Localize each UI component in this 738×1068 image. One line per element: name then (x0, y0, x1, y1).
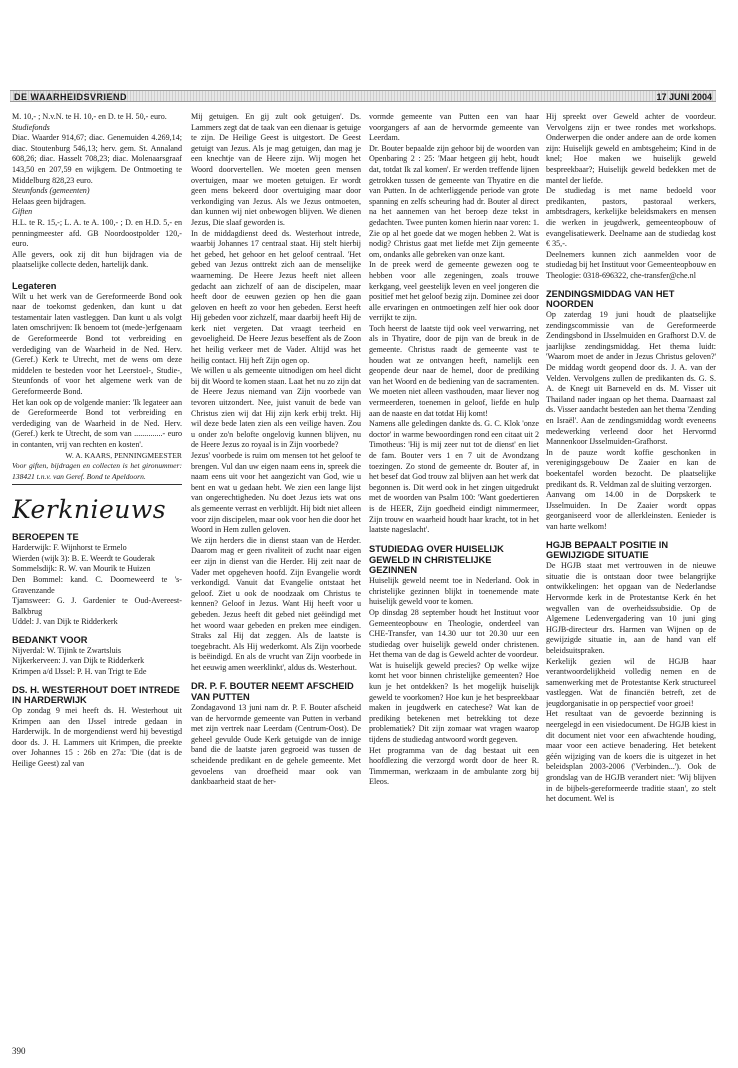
list-item: Wierden (wijk 3): B. E. Weerdt te Gouderak (12, 553, 155, 563)
section-heading-studiedag: STUDIEDAG OVER HUISELIJK GEWELD IN CHRISTELIJKE GEZINNEN (369, 543, 504, 576)
paragraph: Op zondag 9 mei heeft ds. H. Westerhout uit Krimpen aan den IJssel intrede gedaan in Harderwijk. In de morgendienst werd hij bevestigd door ds. J. H. Lammers uit Krimpen, die preekte over Johannes 15 : 26b en 27a: 'Die (dat is de Heilige Geest) zal van (12, 706, 182, 769)
issue-date: 17 JUNI 2004 (656, 92, 712, 102)
list-item: Harderwijk: F. Wijnhorst te Ermelo (12, 543, 127, 553)
paragraph: Op zaterdag 19 juni houdt de plaatselijke zendingscommissie van de Gereformeerde Zendingsbond in IJsselmuiden en Grafhorst D.V. de jaarlijkse zendingsmiddag. Het thema luidt: 'Waarom moet de ander in Jezus Christus geloven?' De middag wordt geopend door ds. J. A. van der Velden. Vervolgens zullen de predikanten ds. G. S. A. de Knegt uit Barneveld en ds. M. Visser uit Thailand nader ingaan op het thema. Daarnaast zal ds. Visser aandacht besteden aan het thema 'Zending en Israël'. Aan de zendingsmiddag wordt eveneens medewerking verleend door het Hervormd Mannenkoor IJsselmuiden-Grafhorst. (546, 310, 716, 447)
paragraph: Wat is huiselijk geweld precies? Op welke wijze komt het voor binnen christelijke gemeenten? Hoe kun je het ontdekken? Is het mogelijk huiselijk geweld te voorkomen? Hoe kun je het bespreekbaar maken in jeugdwerk en catechese? Wat kan de prediking betekenen met betrekking tot deze problematiek? Dit zijn zomaar wat vragen waarop tijdens de studiedag antwoord wordt gegeven. (369, 660, 539, 745)
section-heading-zendingsmiddag: ZENDINGSMIDDAG VAN HET NOORDEN (546, 288, 675, 310)
paragraph: In de preek werd de gemeente gewezen oog te hebben voor alle zegeningen, zoals trouwe kerkgang, veel geestelijk leven en veel jongeren die positief met het geloof bezig zijn. Dominee zei door alle ervaringen en ontmoetingen zelf hier ook door verrijkt te zijn. (369, 260, 539, 323)
paragraph: vormde gemeente van Putten een van haar voorgangers af aan de hervormde gemeente van Leerdam. (369, 112, 539, 143)
paragraph: Wilt u het werk van de Gereformeerde Bond ook naar de toekomst gedenken, dan kunt u dat testamentair laten vastleggen. Dan kunt u als volgt laten omschrijven: Ik benoem tot (mede-)erfgenaam de Gereformeerde Bond tot verbreiding en verdediging van de Waarheid in de Ned. Herv. (Geref.) Kerk te Utrecht, met de wens om deze middelen te besteden voor het Leerstoel-, Studie-, Steunfonds of voor het algemene werk van de Gereformeerde Bond. (12, 291, 182, 397)
column-3 (369, 112, 539, 1042)
list-item: Krimpen a/d IJssel: P. H. van Trigt te Ede (12, 666, 147, 676)
paragraph: Deelnemers kunnen zich aanmelden voor de studiedag bij het Instituut voor Gemeenteopbouw en Theologie: 0318-696322, che-transfer@che.nl (546, 249, 716, 280)
paragraph: Jezus' voorbede is ruim om mensen tot het geloof te brengen. Vul dan uw eigen naam eens in, spreek die naam eens uit voor het aangezicht van God, wie u bent en wat u gedaan hebt. We zien een lange lijst van ongerechtigheden. Nu doet Jezus iets wat ons als gemeente verrast en verblijdt. Hij bidt niet alleen voor zijn discipelen, maar ook voor hen die door het Woord in Hem zullen geloven. (191, 451, 361, 535)
paragraph: Diac. Waarder 914,67; diac. Genemuiden 4.269,14; diac. Stoutenburg 546,13; herv. gem. St. Annaland 608,26; diac. Hasselt 708,23; diac. Molenaarsgraaf 143,50 en 207,59 en wijkgem. De Ontmoeting te Middelburg 828,23 euro. (12, 133, 182, 185)
list-item: Uddel: J. van Dijk te Ridderkerk (12, 617, 118, 627)
paragraph: Namens alle geledingen dankte ds. G. C. Klok 'onze doctor' in warme bewoordingen rond een citaat uit 2 Timotheus: 'Hij is mij zeer nut tot de dienst' en liet de fam. Bouter vers 1 en 7 uit de Avondzang toezingen. Zo stond de gemeente dr. Bouter af, in het besef dat God trouw zal blijven aan het werk dat begonnen is. Dit werd ook in het zingen uitgedrukt met de woorden van Psalm 100: 'Want goedertieren is de HEER, Zijn goedheid eindigt nimmermeer, Zijn trouw en waarheid houdt haar kracht, tot in het laatste nageslacht'. (369, 419, 539, 535)
list-item: Den Bommel: kand. C. Doorneweerd te 's-Gravenzande (12, 574, 182, 595)
page-number: 390 (12, 1046, 26, 1056)
section-heading-bouter: DR. P. F. BOUTER NEEMT AFSCHEID VAN PUTTEN (191, 681, 354, 703)
list-item: Nijverdal: W. Tijink te Zwartsluis (12, 645, 122, 655)
paragraph: Het resultaat van de gevoerde bezinning is neergelegd in een visiedocument. De HGJB kiest in dit document niet voor een afwachtende houding, maar voor een actieve benadering. Het betekent géén wijziging van de koers die is uitgezet in het beleidsplan 2003-2006 ('Verbinden...'). Ook de grondslag van de HGJB verandert niet: 'Wij blijven in de bijbels-gereformeerde traditie staan', zo stelt het document. Wel is (546, 709, 716, 804)
publication-title: DE WAARHEIDSVRIEND (14, 92, 128, 102)
section-heading-beroepen: BEROEPEN TE (12, 532, 79, 543)
paragraph: In de pauze wordt koffie geschonken in verenigingsgebouw De Zaaier en kan de boekentafel worden bezocht. De plaatselijke predikant ds. R. Veldman zal de sluiting verzorgen. (546, 447, 716, 489)
paragraph: Het kan ook op de volgende manier: 'Ik legateer aan de Gereformeerde Bond tot verbreiding en verdediging van de Waarheid in de Ned. Herv.(Geref.) kerk te Utrecht, de som van ..............- euro in contanten, vrij van rechten en kosten'. (12, 397, 182, 450)
paragraph: De studiedag is met name bedoeld voor predikanten, pastors, pastoraal werkers, ambtsdragers, kerkelijke beleidsmakers en mensen die werken in jeugdwerk, gemeenteopbouw of evangelisatiewerk. Deelname aan de studiedag kost € 35,-. (546, 186, 716, 249)
list-item: Nijkerkerveen: J. van Dijk te Ridderkerk (12, 656, 145, 666)
section-heading-hgjb: HGJB BEPAALT POSITIE IN GEWIJZIGDE SITUATIE (546, 539, 669, 561)
paragraph: Kerkelijk gezien wil de HGJB haar verantwoordelijkheid volledig nemen en de samenwerking met de Protestantse Kerk structureel vastleggen. Wat de financiën betreft, zet de jeugdorganisatie in op perspectief voor groei! (546, 656, 716, 708)
paragraph: Alle gevers, ook zij dit hun bijdragen via de plaatselijke collecte deden, hartelijk dank. (12, 249, 182, 270)
paragraph: Op dinsdag 28 september houdt het Instituut voor Gemeenteopbouw en Theologie, onderdeel van CHE-Transfer, van 14.30 uur tot 20.30 uur een studiedag over huiselijk geweld onder christenen. Het thema van de dag is Geweld achter de voordeur. (369, 607, 539, 660)
section-heading-westerhout: DS. H. WESTERHOUT DOET INTREDE IN HARDERWIJK (12, 684, 180, 706)
paragraph: Helaas geen bijdragen. (12, 196, 86, 206)
beroepen-list (12, 543, 182, 628)
paragraph: Dr. Bouter bepaalde zijn gehoor bij de woorden van Openbaring 2 : 25: 'Maar hetgeen gij hebt, houdt dat, totdat Ik zal komen'. Er werden treffende lijnen getrokken tussen de gemeente van Thyatire en die van Putten. In de achterliggende periode van grote spanning en zelfs scheuring had dr. Bouter al direct na het aannemen van het beroep deze tekst in gedachten. Twee punten komen hierin naar voren: 1. Zie op al het goede dat we mogen hebben 2. Wat is nodig? Christus gaat met liefde met Zijn gemeente om, ondanks alle gebreken van onze kant. (369, 143, 539, 259)
subheading-steunfonds: Steunfonds (gemeenten) (12, 186, 90, 196)
paragraph: De HGJB staat met vertrouwen in de nieuwe situatie die is ontstaan door twee belangrijke ontwikkelingen: het opgaan van de Nederlandse Hervormde kerk in de Protestantse Kerk én het wegvallen van de overheidssubsidie. Op de Algemene Ledenvergadering van 10 juni ging HGJB-directeur drs. Harmen van Wijnen op de gewijzigde situatie in, aan de hand van elf beleidsuitspraken. (546, 561, 716, 655)
paragraph: Zondagavond 13 juni nam dr. P. F. Bouter afscheid van de hervormde gemeente van Putten in verband met zijn vertrek naar Leerdam (Centrum-Oost). De geheel gevulde Oude Kerk getuigde van de innige band die de laatste jaren gegroeid was tussen de scheidende predikant en de gehele gemeente. Met gevoelens van droefheid maar ook van dankbaarheid staat de her- (191, 703, 361, 787)
subheading-studiefonds: Studiefonds (12, 122, 50, 132)
paragraph: Huiselijk geweld neemt toe in Nederland. Ook in christelijke gezinnen blijkt in toenemende mate huiselijk geweld voor te komen. (369, 576, 539, 607)
paragraph: M. 10,- ; N.v.N. te H. 10,- en D. te H. 50,- euro. (12, 112, 167, 121)
paragraph: Aanvang om 14.00 in de Dorpskerk te IJsselmuiden. In De Zaaier wordt oppas georganiseerd voor de allerkleinsten. Eenieder is van harte welkom! (546, 490, 716, 531)
list-item: Tjamsweer: G. J. Gardenier te Oud-Avereest-Balkbrug (12, 596, 182, 616)
signature: W. A. KAARS, PENNINGMEESTER (65, 450, 182, 460)
bedankt-list (12, 646, 182, 678)
paragraph: Hij spreekt over Geweld achter de voordeur. Vervolgens zijn er twee rondes met workshops. Onderwerpen die onder andere aan de orde komen zijn: Huiselijk geweld en ambtsgeheim; Kind in de knel; Hoe maken we huiselijk geweld bespreekbaar?; Huiselijk geweld bedekken met de mantel der liefde. (546, 112, 716, 185)
section-title-kerknieuws: Kerknieuws (12, 495, 167, 525)
section-heading-legateren: Legateren (12, 280, 57, 291)
list-item: Sommelsdijk: R. W. van Mourik te Huizen (12, 564, 151, 574)
column-4 (546, 112, 716, 1042)
column-2 (191, 112, 361, 1042)
footnote: Voor giften, bijdragen en collecten is het gironummer: 138421 t.n.v. van Geref. Bond te Apeldoorn. (12, 461, 182, 485)
paragraph: In de middagdienst deed ds. Westerhout intrede, waarbij Johannes 17 centraal staat. Hij stelt hierbij het gebed, het gehoor en het geloof centraal. 'Het gebed van Jezus onttrekt zich aan de menselijke waarneming. De Heere Jezus heeft niet alleen gedacht aan zichzelf of aan de discipelen, maar heeft door de eeuwen gezien op hen die gaan geloven en heeft zo voor hen gebeden. Eerst heeft Hij gebeden voor zichzelf, maar daarbij heeft Hij de kerk niet vergeten. Dat vraagt teerheid en gevoeligheid. De Heere Jezus beseffent als de Zoon het heilig verkeer met de Vader. Altijd was het heilig contact. Hij heft Zijn ogen op. (191, 228, 361, 365)
paragraph: H.L. te R. 15,-; L. A. te A. 100,- ; D. en H.D. 5,- en penningmeester afd. GB Noordoostpolder 120,- euro. (12, 217, 182, 249)
section-heading-bedankt: BEDANKT VOOR (12, 634, 88, 645)
paragraph: We willen u als gemeente uitnodigen om heel dicht bij dit Woord te komen staan. Laat het nu zo zijn dat de Heere Jezus niemand van Zijn voorbede van tevoren uitzondert. Nee, juist vanuit de bede van Christus zien wij dat Hij zijn kerk erbij trekt. Hij wil deze bede laten zien als een veilige haven. Zou u onder zo'n belofte ongelovig kunnen blijven, nu de Heere Jezus zo royaal is in Zijn voorbede? (191, 366, 361, 450)
column-1 (12, 112, 182, 1042)
subheading-giften: Giften (12, 207, 33, 217)
paragraph: Toch heerst de laatste tijd ook veel verwarring, net als in Thyatire, door de pijn van de breuk in de gemeente. Christus raadt de gemeente vast te houden wat ze ontvangen heeft, namelijk een geopende deur naar de hemel, door de prediking van het Woord en de bediening van de sacramenten. We moeten niet alleen vasthouden, maar liever nog vermeerderen, toenemen in geloof, liefde en hulp aan de naaste en dat totdat Hij komt! (369, 323, 539, 418)
paragraph: Het programma van de dag bestaat uit een hoofdlezing die verzorgd wordt door de heer R. Timmerman, werkzaam in de ambulante zorg bij Eleos. (369, 745, 539, 787)
page-header (10, 90, 716, 102)
paragraph: We zijn herders die in dienst staan van de Herder. Daarom mag er geen rivaliteit of zucht naar eigen eer zijn in dienst van die Herder. Hij zeit naar de Vader met opgeheven hoofd. Zijn Evangelie wordt verkondigd. Vanuit dat Evangelie ontstaat het geloof. Ziet u ook de noodzaak om Christus te kennen? Geloof in Jezus. Want Hij heeft voor u gebeden. Jezus heeft dit gebed niet geëindigd met het woord waar gebeden en preken mee eindigen. Straks zal Hij dat zeggen. Als de laatste is toegebracht. Als Hij wederkomt. Als Zijn voorbede is beëindigd. En als de vrucht van Zijn voorbede in het eeuwig amen weerklinkt', aldus ds. Westerhout. (191, 535, 361, 672)
paragraph: Mij getuigen. En gij zult ook getuigen'. Ds. Lammers zegt dat de taak van een dienaar is getuige te zijn. De Heilige Geest is uitgestort. De Geest getuigt van Jezus. Als je mag getuigen, dan mag je een knechtje van de Heere zijn. Wij mogen het Woord doorvertellen. We moeten geen mensen overtuigen, maar we moeten getuigen. Er wordt geen mens bekeerd door overtuiging maar door verkondiging van Jezus. Als we Jezus ontmoeten, dan kunnen wij niet onbewogen blijven. We dienen Jezus, Die slaaf geworden is. (191, 112, 361, 227)
